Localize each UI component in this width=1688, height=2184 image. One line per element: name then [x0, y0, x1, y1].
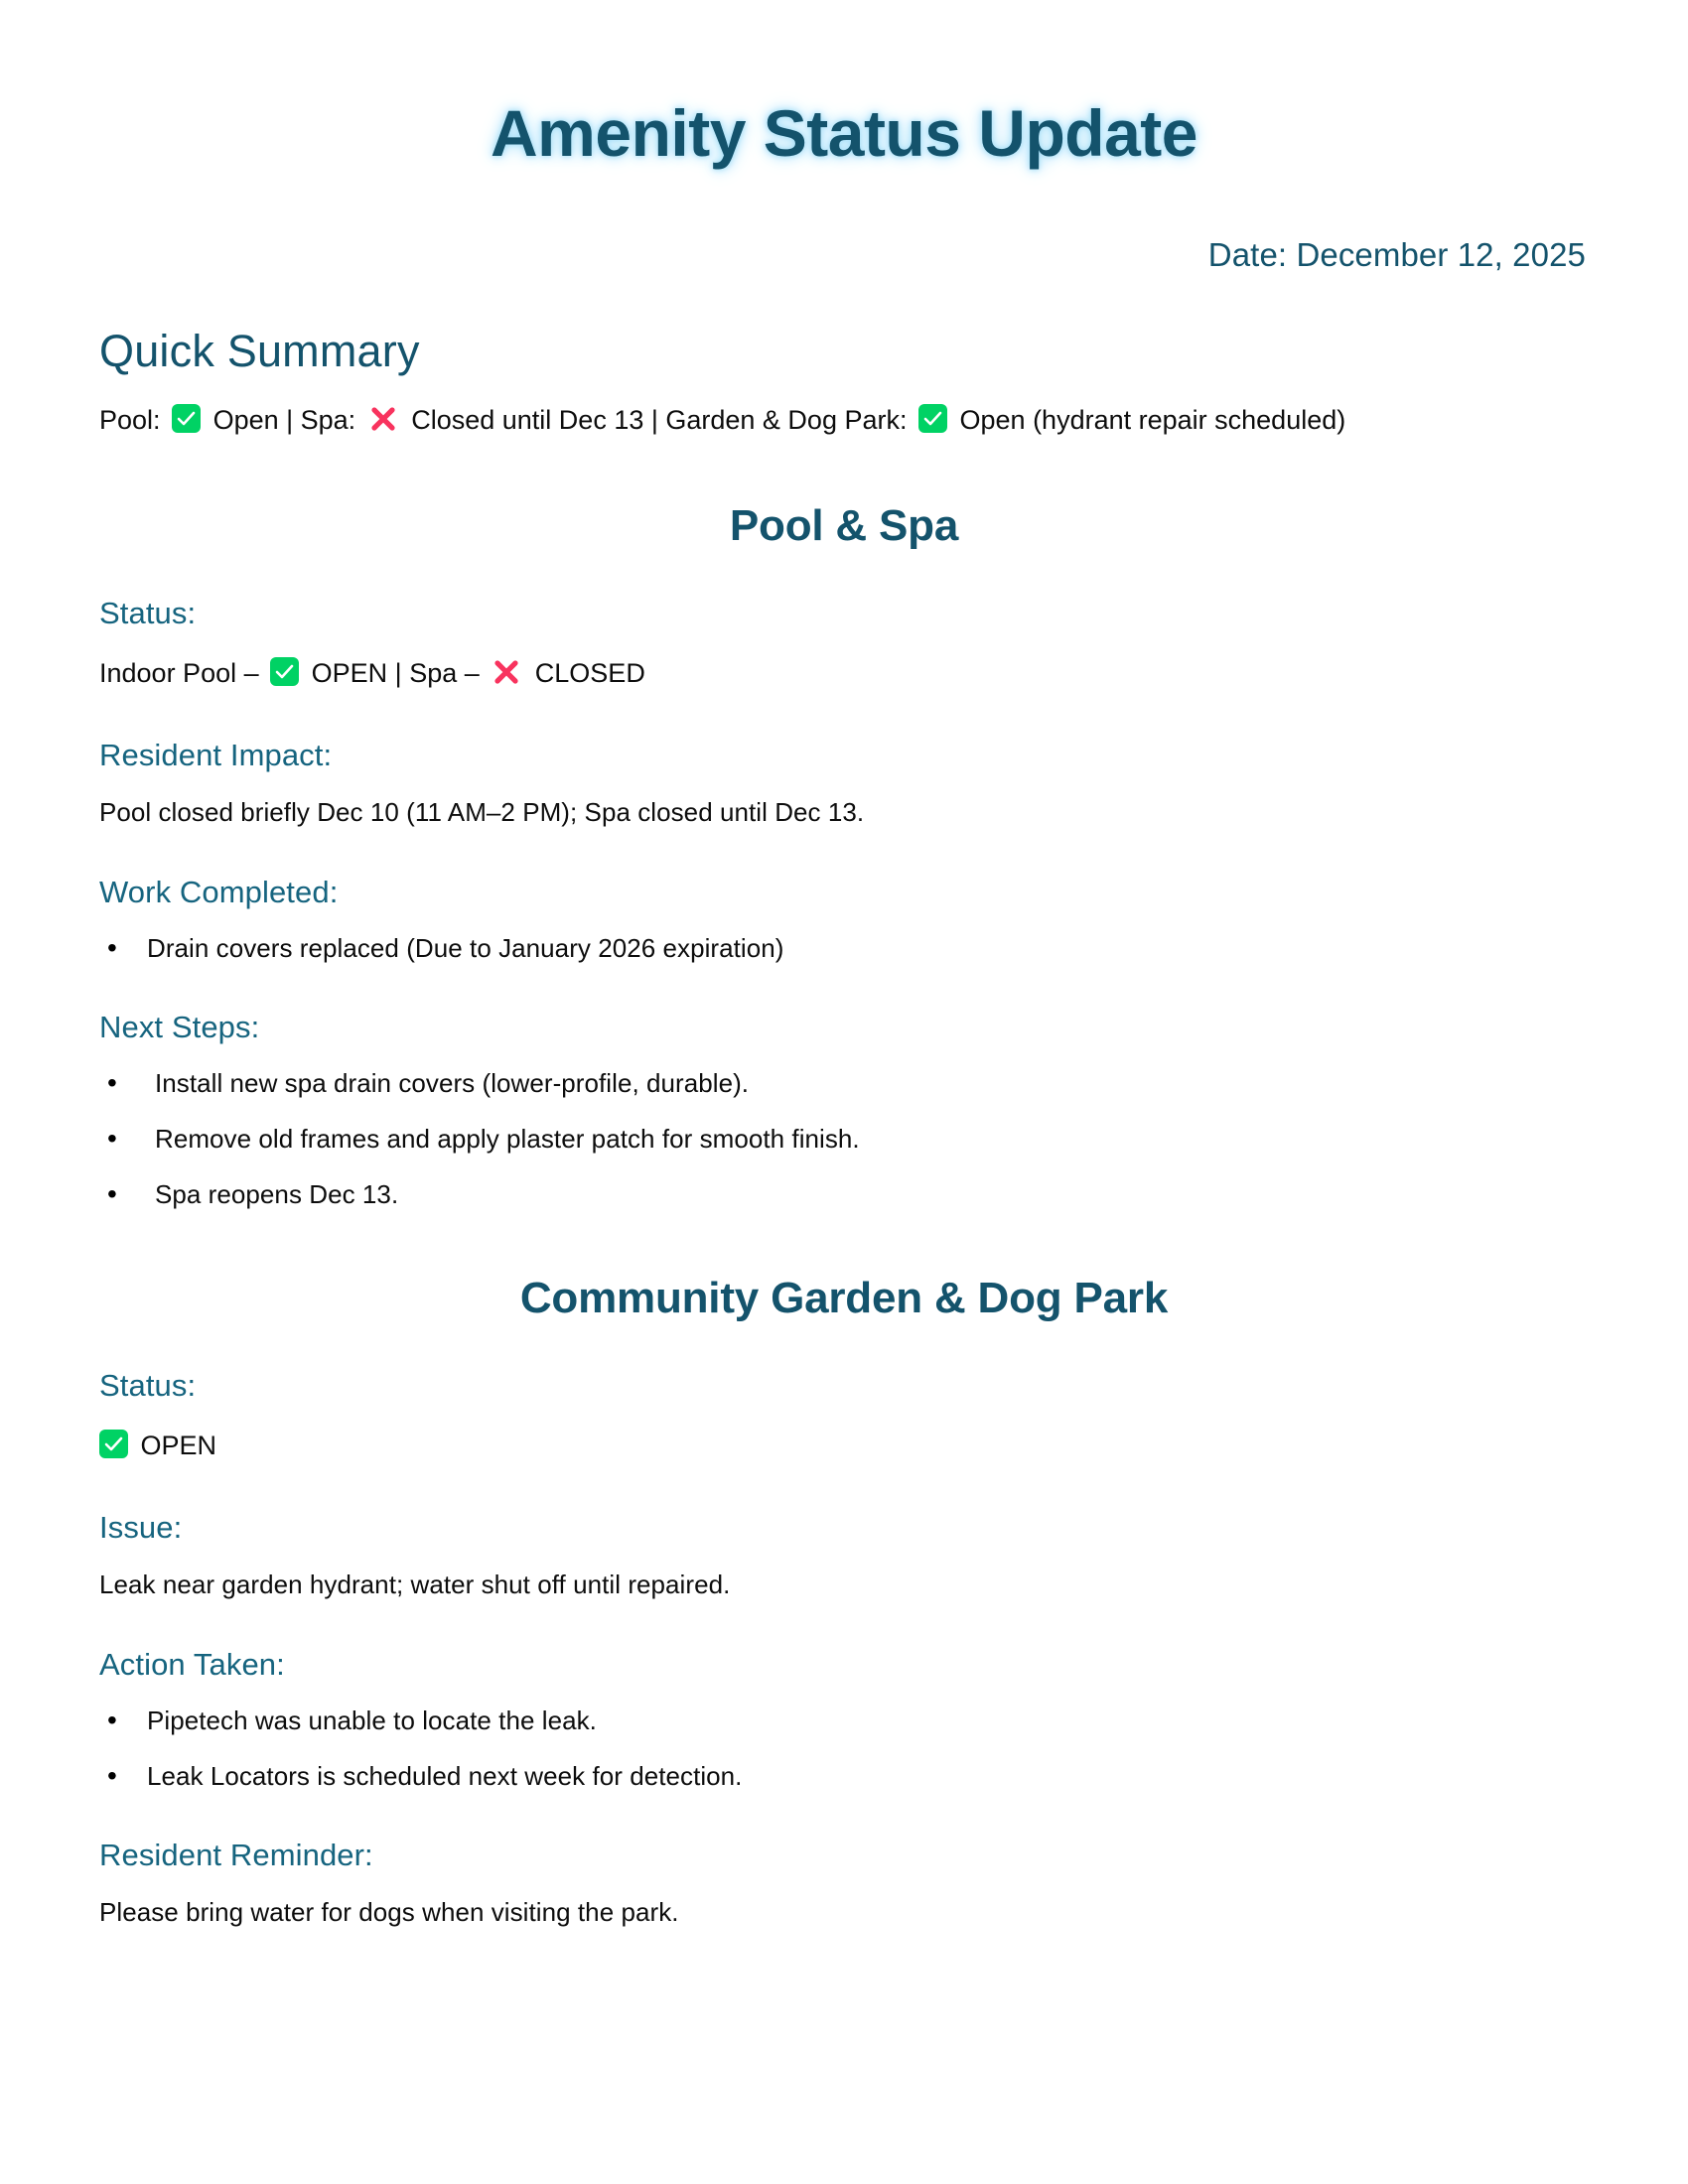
work-completed-label: Work Completed: [99, 874, 339, 909]
pool-spa-heading: Pool & Spa [729, 500, 959, 550]
work-completed-list [99, 910, 1589, 966]
next-steps-list [99, 1045, 1589, 1211]
page-title: Amenity Status Update [491, 96, 1197, 170]
indoor-pool-label: Indoor Pool – [99, 657, 259, 688]
pool-spa-status-label: Status: [99, 595, 197, 630]
list-item: • Remove old frames and apply plaster patch for smooth finish. [99, 1123, 1589, 1157]
garden-status-label: Status: [99, 1367, 197, 1403]
action-taken-label: Action Taken: [99, 1646, 285, 1682]
quick-summary-garden-status: Open (hydrant repair scheduled) [959, 405, 1346, 435]
cross-icon [368, 404, 398, 434]
check-icon [99, 1430, 128, 1458]
quick-summary-pool-status: Open | Spa: [212, 405, 356, 435]
pool-spa-status-line [99, 631, 1589, 693]
next-steps-label: Next Steps: [99, 1010, 260, 1045]
action-taken-list [99, 1683, 1589, 1794]
document-date: Date: December 12, 2025 [1207, 236, 1586, 273]
garden-dog-park-heading: Community Garden & Dog Park [519, 1273, 1169, 1322]
quick-summary-pool-label: Pool: [99, 405, 161, 435]
check-icon [918, 404, 947, 433]
list-item: • Leak Locators is scheduled next week for detection. [99, 1760, 1589, 1794]
check-icon [172, 404, 201, 433]
check-icon [270, 657, 299, 686]
resident-reminder-label: Resident Reminder: [99, 1838, 373, 1873]
quick-summary-spa-status: Closed until Dec 13 | Garden & Dog Park: [411, 405, 908, 435]
list-item: • Pipetech was unable to locate the leak. [99, 1705, 1589, 1738]
garden-status-line [99, 1404, 1589, 1465]
resident-impact-text: Pool closed briefly Dec 10 (11 AM–2 PM); Spa closed until Dec 13. [99, 796, 865, 827]
list-item: • Spa reopens Dec 13. [99, 1178, 1589, 1212]
garden-state: OPEN [140, 1430, 217, 1460]
garden-issue-text: Leak near garden hydrant; water shut off until repaired. [99, 1569, 731, 1599]
pool-state: OPEN | Spa – [311, 657, 480, 688]
list-item: • Drain covers replaced (Due to January 2026 expiration) [99, 932, 1589, 966]
quick-summary-heading: Quick Summary [99, 326, 420, 376]
quick-summary-line [99, 377, 1589, 440]
spa-state: CLOSED [534, 657, 645, 688]
cross-icon [492, 657, 521, 687]
garden-issue-label: Issue: [99, 1509, 183, 1545]
resident-reminder-text: Please bring water for dogs when visiting the park. [99, 1897, 679, 1928]
list-item: • Install new spa drain covers (lower-profile, durable). [99, 1067, 1589, 1101]
resident-impact-label: Resident Impact: [99, 737, 333, 772]
